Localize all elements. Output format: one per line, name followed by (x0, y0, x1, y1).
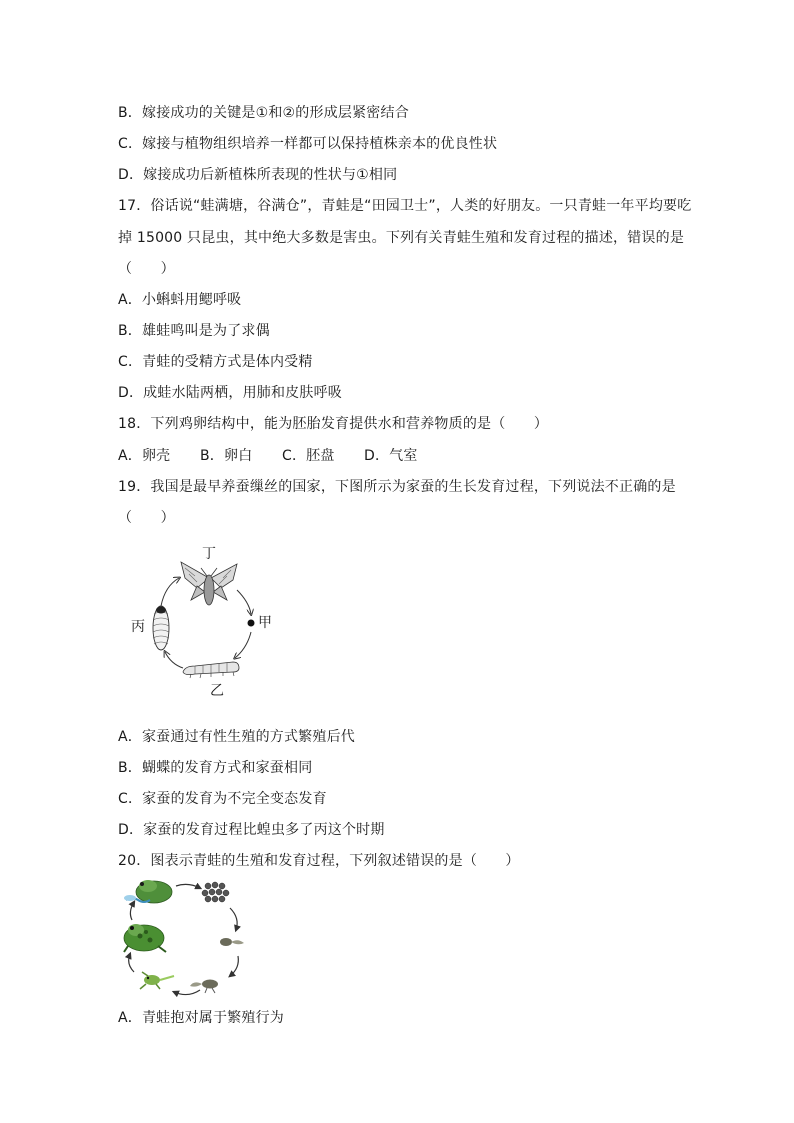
q18-option-b: B．卵白 (200, 448, 253, 464)
arrow-pupa-to-moth (161, 578, 179, 606)
q17-option-b: B．雄蛙鸣叫是为了求偶 (118, 323, 270, 339)
label-jia: 甲 (258, 615, 272, 631)
arrow-larva-to-pupa (165, 652, 183, 668)
arrow-moth-to-egg (237, 590, 251, 614)
frog-lifecycle-diagram (118, 876, 250, 998)
tadpole-icon (220, 938, 244, 946)
q19-option-a: A．家蚕通过有性生殖的方式繁殖后代 (118, 729, 355, 745)
q19-stem: 19．我国是最早养蚕缫丝的国家，下图所示为家蚕的生长发育过程，下列说法不正确的是 (118, 479, 676, 495)
q18-stem: 18．下列鸡卵结构中，能为胚胎发育提供水和营养物质的是（ ） (118, 416, 549, 432)
legged-tadpole-icon (190, 980, 218, 994)
q17-option-d: D．成蛙水陆两栖，用肺和皮肤呼吸 (118, 385, 342, 401)
q20-stem: 20．图表示青蛙的生殖和发育过程，下列叙述错误的是（ ） (118, 853, 520, 869)
q19-answer-paren: （ ） (118, 510, 175, 526)
arrow-eggs-to-tadpole (230, 908, 237, 930)
q17-option-c: C．青蛙的受精方式是体内受精 (118, 354, 313, 370)
arrow-egg-to-larva (235, 632, 251, 658)
q18-option-d: D．气室 (364, 448, 418, 464)
adult-frog-icon (124, 924, 166, 952)
arrow-froglet-to-frog (129, 954, 134, 972)
q17-stem-line2: 掉 15000 只昆虫，其中绝大多数是害虫。下列有关青蛙生殖和发育过程的描述，错误的是 (118, 230, 685, 246)
label-bing: 丙 (131, 619, 145, 635)
q19-option-d: D．家蚕的发育过程比蝗虫多了丙这个时期 (118, 822, 385, 838)
q17-stem-line1: 17．俗话说“蛙满塘，谷满仓”，青蛙是“田园卫士”，人类的好朋友。一只青蛙一年平均要吃 (118, 198, 692, 214)
arrow-legged-tadpole-to-froglet (174, 990, 200, 995)
q16-option-b: B．嫁接成功的关键是①和②的形成层紧密结合 (118, 105, 409, 121)
q16-option-d: D．嫁接成功后新植株所表现的性状与①相同 (118, 167, 398, 183)
egg-icon (248, 620, 255, 627)
q18-options (118, 446, 426, 466)
q20-option-a: A．青蛙抱对属于繁殖行为 (118, 1010, 284, 1026)
egg-mass-icon (202, 882, 229, 902)
q19-option-b: B．蝴蝶的发育方式和家蚕相同 (118, 760, 313, 776)
arrow-frog-to-adults (130, 902, 134, 920)
label-ding: 丁 (202, 546, 216, 562)
q18-option-c: C．胚盘 (282, 448, 335, 464)
q19-option-c: C．家蚕的发育为不完全变态发育 (118, 791, 327, 807)
arrow-adults-to-eggs (176, 884, 200, 888)
arrow-tadpole-to-legged-tadpole (230, 956, 238, 976)
label-yi: 乙 (210, 683, 224, 699)
q16-option-c: C．嫁接与植物组织培养一样都可以保持植株亲本的优良性状 (118, 136, 498, 152)
froglet-icon (140, 972, 174, 989)
silkworm-lifecycle-figure (125, 540, 285, 705)
larva-icon (183, 662, 239, 678)
q18-option-a: A．卵壳 (118, 448, 171, 464)
moth-icon (181, 562, 237, 605)
mating-frogs-icon (124, 880, 172, 903)
q17-option-a: A．小蝌蚪用鳃呼吸 (118, 292, 242, 308)
q17-answer-paren: （ ） (118, 261, 175, 277)
frog-lifecycle-figure (118, 876, 250, 998)
pupa-icon (153, 606, 169, 650)
